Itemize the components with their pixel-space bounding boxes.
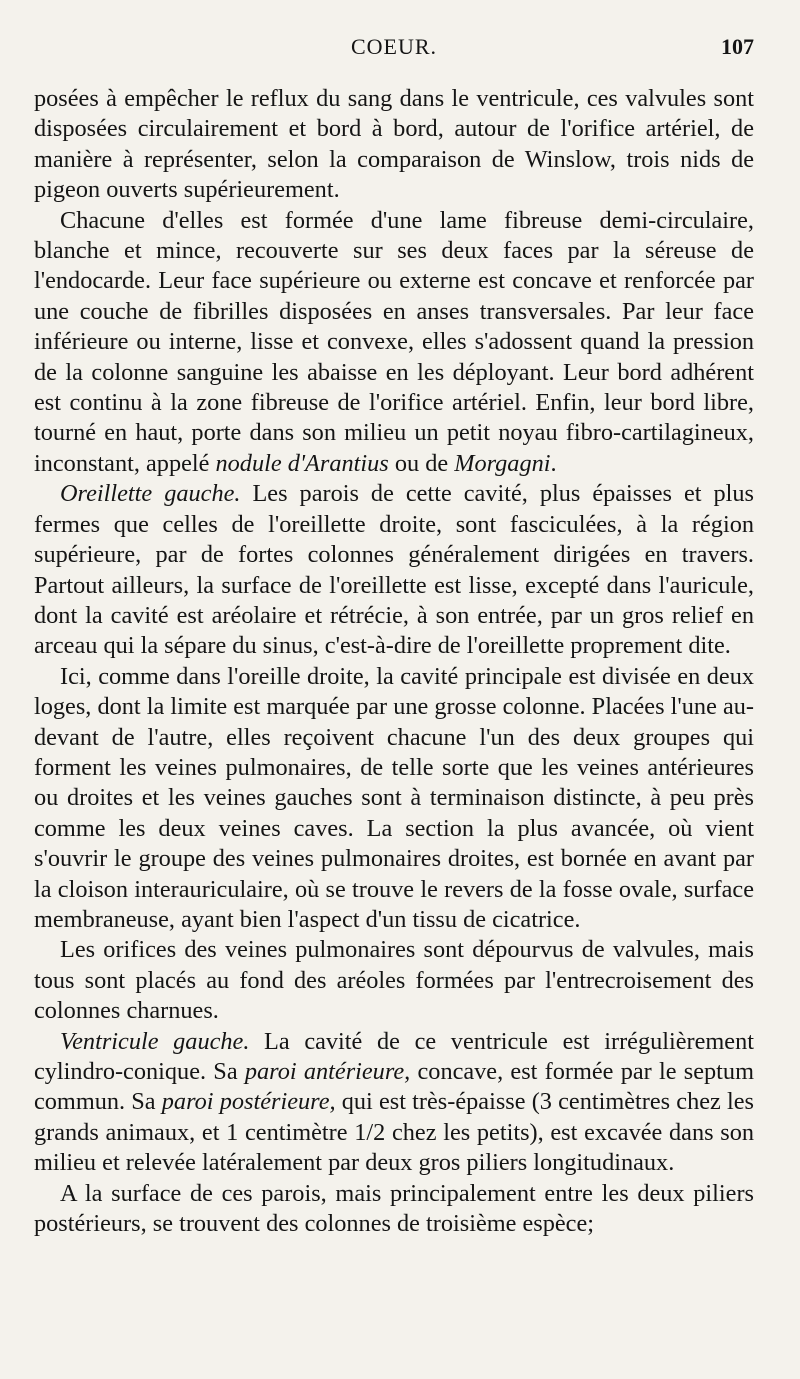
paragraph-text: La cavité de ce ventricule est irrégulièrement cylindro-conique. Sa: [34, 1027, 754, 1085]
term-nodule: nodule d'Arantius: [215, 449, 389, 477]
paragraph-4: [34, 662, 754, 936]
paragraph-6: [34, 1027, 754, 1179]
paragraph-text: .: [550, 449, 557, 477]
paragraph-text: Chacune d'elles est formée d'une lame fibreuse demi-circulaire, blanche et mince, recouverte sur ses deux faces par la séreuse de l'endocarde. Leur face supérieure ou externe est concave et renforcée par une couche de fibrilles disposées en anses transversales. Par leur face inférieure ou interne, lisse et convexe, elles s'adossent quand la pression de la colonne sanguine les abaisse en les déployant. Leur bord adhérent est continu à la zone fibreuse de l'orifice artériel. Enfin, leur bord libre, tourné en haut, porte dans son milieu un petit noyau fibro-cartilagineux, inconstant, appelé: [34, 206, 754, 477]
paragraph-text: Ici, comme dans l'oreille droite, la cavité principale est divisée en deux loges, dont la limite est marquée par une grosse colonne. Placées l'une au-devant de l'autre, elles reçoivent chacune l'un des deux groupes qui forment les veines pulmonaires, de telle sorte que les veines antérieures ou droites et les veines gauches sont à terminaison distincte, à peu près comme les deux veines caves. La section la plus avancée, où vient s'ouvrir le groupe des veines pulmonaires droites, est bornée en avant par la cloison interauriculaire, où se trouve le revers de la fosse ovale, surface membraneuse, ayant bien l'aspect d'un tissu de cicatrice.: [34, 662, 754, 933]
section-lead-oreillette: Oreillette gauche.: [60, 480, 241, 508]
paragraph-3: [34, 479, 754, 661]
paragraph-1: [34, 84, 754, 206]
paragraph-2: [34, 206, 754, 480]
paragraph-text: Les orifices des veines pulmonaires sont dépourvus de valvules, mais tous sont placés au fond des aréoles formées par l'entrecroisement des colonnes charnues.: [34, 936, 754, 1025]
term-paroi-anterieure: paroi antérieure,: [244, 1058, 411, 1085]
paragraph-text: Les parois de cette cavité, plus épaisses et plus fermes que celles de l'oreillette droite, sont fasciculées, à la région supérieure, par de fortes colonnes généralement dirigées en travers. Partout ailleurs, la surface de l'oreillette est lisse, excepté dans l'auricule, dont la cavité est aréolaire et rétrécie, à son entrée, par un gros relief en arceau qui la sépare du sinus, c'est-à-dire de l'oreillette proprement dite.: [34, 480, 754, 660]
paragraph-5: [34, 935, 754, 1026]
paragraph-text: A la surface de ces parois, mais principalement entre les deux piliers postérieurs, se trouvent des colonnes de troisième espèce;: [34, 1179, 754, 1238]
term-morgagni: Morgagni: [454, 449, 551, 477]
page-number: 107: [721, 34, 754, 59]
paragraph-text: posées à empêcher le reflux du sang dans le ventricule, ces valvules sont disposées circulairement et bord à bord, autour de l'orifice artériel, de manière à représenter, selon la comparaison de Winslow, trois nids de pigeon ouverts supérieurement.: [34, 85, 754, 204]
term-paroi-posterieure: paroi postérieure,: [161, 1088, 336, 1116]
paragraph-text: concave, est formée par le septum commun. Sa: [34, 1058, 754, 1116]
page-header: [34, 34, 754, 84]
paragraph-text: qui est très-épaisse (3 centimètres chez les grands animaux, et 1 centimètre 1/2 chez les petits), est excavée dans son milieu et relevée latéralement par deux gros piliers longitudinaux.: [34, 1088, 754, 1177]
running-title: COEUR.: [350, 34, 438, 59]
section-lead-ventricule: Ventricule gauche.: [60, 1027, 250, 1055]
paragraph-text: ou de: [388, 449, 455, 477]
paragraph-7: [34, 1179, 754, 1240]
